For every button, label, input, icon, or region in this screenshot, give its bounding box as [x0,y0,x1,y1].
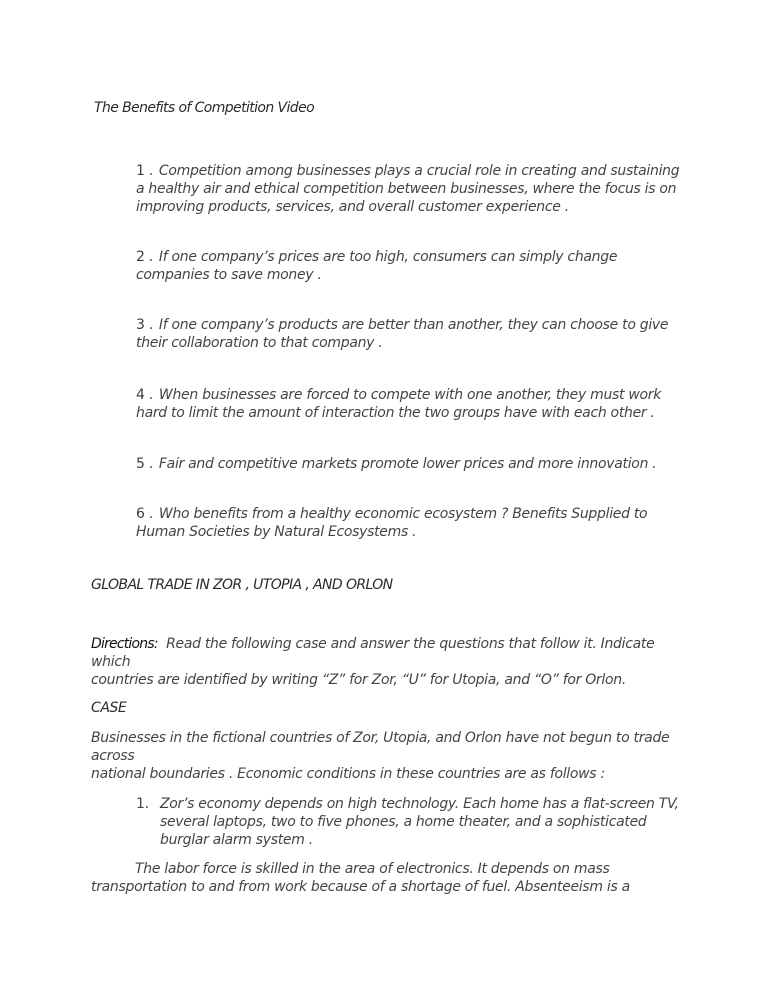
labor-paragraph [91,860,691,896]
benefit-text: Who benefits from a healthy economic ecosystem ? Benefits Supplied to Human Societies by Natural Ecosystems . [136,506,648,540]
benefit-item [136,162,686,216]
benefit-number: 5 . [136,456,153,472]
benefit-text: If one company’s products are better than another, they can choose to give their collaboration to that company . [136,317,669,351]
country-list-item [136,795,696,849]
benefit-number: 1 . [136,163,153,179]
directions-line: which [91,654,131,670]
directions-line: Read the following case and answer the questions that follow it. Indicate [166,636,655,652]
list-number: 1. [136,796,149,812]
benefit-text: Competition among businesses plays a crucial role in creating and sustaining a healthy air and ethical competition between businesses, where the focus is on improving products, services, and overall customer experience . [136,163,680,215]
section-heading: GLOBAL TRADE IN ZOR , UTOPIA , AND ORLON [91,577,393,593]
benefit-number: 6 . [136,506,153,522]
document-title: The Benefits of Competition Video [94,100,315,116]
list-text: Zor’s economy depends on high technology. Each home has a flat-screen TV, several laptops, two to five phones, a home theater, and a sophisticated burglar alarm system . [160,796,679,848]
directions-paragraph [91,635,681,689]
benefit-item [136,455,686,473]
directions-label: Directions: [91,636,158,652]
case-intro-line: across [91,748,135,764]
benefit-number: 2 . [136,249,153,265]
benefit-number: 3 . [136,317,153,333]
benefit-item [136,248,686,284]
benefit-text: Fair and competitive markets promote lower prices and more innovation . [158,456,657,472]
case-label: CASE [91,700,127,716]
benefit-item [136,316,686,352]
labor-text: The labor force is skilled in the area of electronics. It depends on mass transportation to and from work because of a shortage of fuel. Absenteeism is a [91,861,630,895]
directions-line: countries are identified by writing “Z” for Zor, “U” for Utopia, and “O” for Orlon. [91,672,626,688]
benefit-text: When businesses are forced to compete with one another, they must work hard to limit the amount of interaction the two groups have with each other . [136,387,662,421]
benefit-text: If one company’s prices are too high, consumers can simply change companies to save money . [136,249,618,283]
benefit-item [136,386,686,422]
benefit-number: 4 . [136,387,153,403]
case-intro-line: national boundaries . Economic conditions in these countries are as follows : [91,766,605,782]
benefit-item [136,505,686,541]
case-intro-line: Businesses in the fictional countries of Zor, Utopia, and Orlon have not begun to trade [91,730,670,746]
case-intro-paragraph [91,729,681,783]
